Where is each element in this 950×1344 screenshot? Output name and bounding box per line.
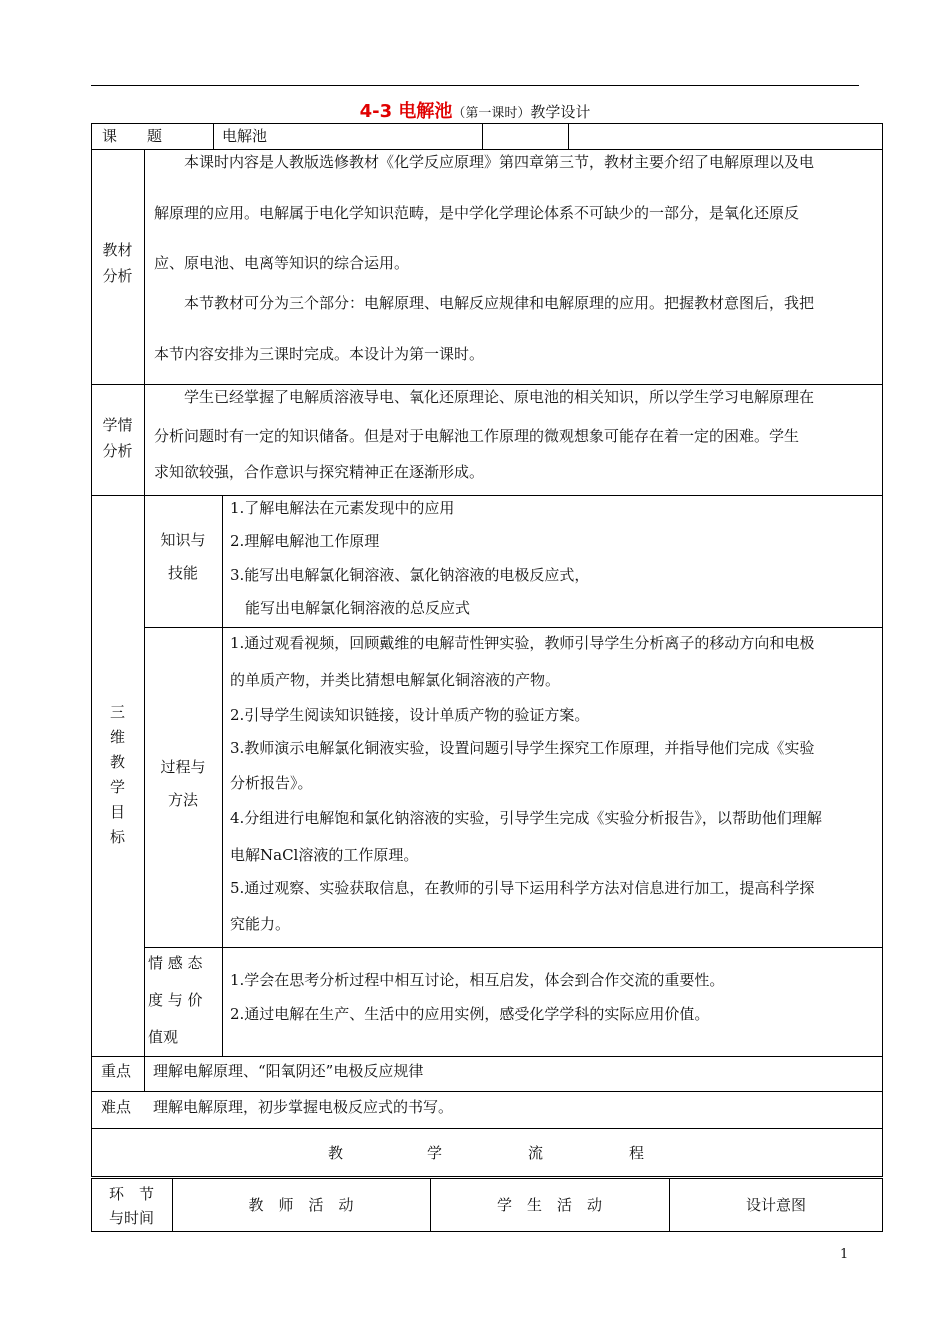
process-line: 1.通过观看视频，回顾戴维的电解苛性钾实验，教师引导学生分析离子的移动方向和电极 <box>230 634 815 652</box>
material-analysis-line: 应、原电池、电离等知识的综合运用。 <box>154 254 410 272</box>
difficult-point-label: 难点 <box>101 1098 132 1116</box>
knowledge-line: 3.能写出电解氯化铜溶液、氯化钠溶液的电极反应式， <box>230 566 590 584</box>
flow-student-header: 学 生 活 动 <box>496 1196 602 1214</box>
student-analysis-line: 分析问题时有一定的知识储备。但是对于电解池工作原理的微观想象可能存在着一定的困难。学生 <box>154 427 800 445</box>
student-analysis-line: 求知欲较强，合作意识与探究精神正在逐渐形成。 <box>154 463 485 481</box>
process-line: 4.分组进行电解饱和氯化钠溶液的实验，引导学生完成《实验分析报告》，以帮助他们理解 <box>230 809 822 827</box>
row-divider <box>91 384 883 385</box>
process-line: 2.引导学生阅读知识链接，设计单质产物的验证方案。 <box>230 706 590 724</box>
row-divider <box>91 1056 883 1057</box>
page-number: 1 <box>840 1247 849 1262</box>
emotion-label: 情 感 态 度 与 价 值观 <box>148 954 203 1046</box>
student-analysis-line: 学生已经掌握了电解质溶液导电、氧化还原理论、原电池的相关知识，所以学生学习电解原理在 <box>154 388 815 406</box>
row-divider <box>91 1091 883 1092</box>
material-analysis-line: 本节内容安排为三课时完成。本设计为第一课时。 <box>154 345 485 363</box>
header-rule <box>91 85 859 86</box>
flow-title-char: 流 <box>528 1144 544 1162</box>
flow-intent-header: 设计意图 <box>745 1196 806 1214</box>
col-divider <box>482 123 483 149</box>
objectives-label: 三 维 教 学 目 标 <box>109 703 125 846</box>
process-line: 究能力。 <box>230 915 291 933</box>
knowledge-line: 2.理解电解池工作原理 <box>230 532 380 550</box>
flow-phase-header: 环 节 与时间 <box>108 1185 154 1227</box>
process-line: 分析报告》。 <box>230 774 313 792</box>
process-line: 电解NaCl溶液的工作原理。 <box>230 846 419 864</box>
col-divider <box>213 123 214 149</box>
process-line: 5.通过观察、实验获取信息，在教师的引导下运用科学方法对信息进行加工，提高科学探 <box>230 879 815 897</box>
col-divider <box>144 149 145 1091</box>
material-analysis-line: 本课时内容是人教版选修教材《化学反应原理》第四章第三节，教材主要介绍了电解原理以及电 <box>154 153 815 171</box>
title-main: 4-3 电解池 <box>359 101 453 122</box>
knowledge-line: 能写出电解氯化铜溶液的总反应式 <box>230 599 471 617</box>
title-suffix: 教学设计 <box>530 103 591 121</box>
row-divider <box>144 947 883 948</box>
process-line: 3.教师演示电解氯化铜液实验，设置问题引导学生探究工作原理，并指导他们完成《实验 <box>230 739 815 757</box>
flow-title-char: 程 <box>629 1144 645 1162</box>
knowledge-label: 知识与 技能 <box>160 531 206 582</box>
col-divider <box>568 123 569 149</box>
material-analysis-label: 教材 分析 <box>102 241 133 285</box>
difficult-point-value: 理解电解原理，初步掌握电极反应式的书写。 <box>153 1098 454 1116</box>
row-divider <box>144 627 883 628</box>
flow-title-char: 学 <box>427 1144 443 1162</box>
process-line: 的单质产物，并类比猜想电解氯化铜溶液的产物。 <box>230 671 561 689</box>
row-divider <box>91 149 883 150</box>
key-point-value: 理解电解原理、“阳氧阴还”电极反应规律 <box>153 1062 424 1080</box>
material-analysis-line: 本节教材可分为三个部分：电解原理、电解反应规律和电解原理的应用。把握教材意图后，我把 <box>154 294 815 312</box>
emotion-line: 1.学会在思考分析过程中相互讨论，相互启发，体会到合作交流的重要性。 <box>230 971 725 989</box>
flow-teacher-header: 教 师 活 动 <box>248 1196 354 1214</box>
row-divider <box>91 1128 883 1129</box>
key-point-label: 重点 <box>101 1062 132 1080</box>
process-label: 过程与 方法 <box>160 758 206 809</box>
col-divider <box>222 495 223 1056</box>
knowledge-line: 1.了解电解法在元素发现中的应用 <box>230 499 455 517</box>
row-divider <box>91 495 883 496</box>
flow-title-char: 教 <box>328 1144 344 1162</box>
title-session: （第一课时） <box>452 106 531 121</box>
topic-label: 课 题 <box>102 127 163 145</box>
topic-value: 电解池 <box>222 127 268 145</box>
material-analysis-line: 解原理的应用。电解属于电化学知识范畴，是中学化学理论体系不可缺少的一部分，是氧化还原反 <box>154 204 800 222</box>
emotion-line: 2.通过电解在生产、生活中的应用实例，感受化学学科的实际应用价值。 <box>230 1005 710 1023</box>
student-analysis-label: 学情 分析 <box>102 416 133 460</box>
